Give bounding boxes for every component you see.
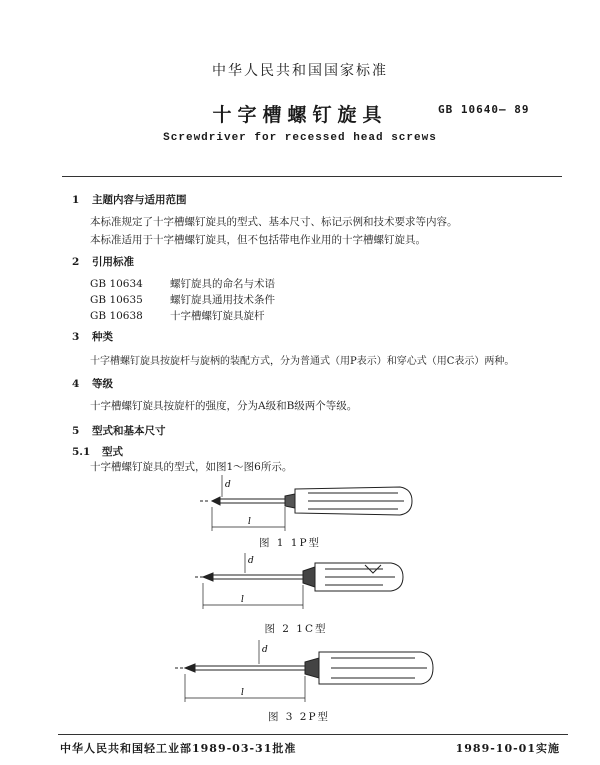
section-number: 4	[72, 378, 80, 390]
ferrule	[285, 494, 295, 508]
reference-code: GB 10635	[90, 294, 143, 306]
reference-item	[90, 292, 275, 307]
subsection-5-1-paragraph: 十字槽螺钉旋具的型式，如图1～图6所示。	[90, 461, 293, 473]
ferrule	[303, 567, 315, 587]
section-number: 3	[72, 331, 80, 343]
section-title: 主题内容与适用范围	[92, 194, 187, 206]
footer-divider	[58, 734, 568, 735]
screwdriver-tip	[203, 573, 213, 581]
figure-2-drawing	[195, 553, 415, 613]
section-1-heading	[72, 192, 187, 207]
dimension-label-d: d	[248, 556, 254, 566]
dimension-label-l: l	[241, 595, 244, 605]
section-title: 引用标准	[92, 256, 134, 268]
section-number: 1	[72, 194, 80, 206]
document-title: 十字槽螺钉旋具	[212, 104, 388, 126]
section-3-heading	[72, 329, 113, 344]
reference-item	[90, 308, 265, 323]
section-number: 2	[72, 256, 80, 268]
section-5-heading	[72, 423, 166, 438]
subsection-5-1-heading	[72, 444, 123, 459]
section-4-heading	[72, 376, 113, 391]
figure-2-caption: 图 2 1C型	[264, 623, 328, 635]
reference-name: 十字槽螺钉旋具旋杆	[170, 310, 265, 322]
dimension-label-l: l	[241, 688, 244, 698]
reference-code: GB 10634	[90, 278, 143, 290]
section-title: 型式和基本尺寸	[92, 425, 166, 437]
figure-3-drawing	[175, 640, 440, 705]
screwdriver-tip	[185, 664, 195, 672]
section-title: 等级	[92, 378, 113, 390]
figure-3-caption: 图 3 2P型	[267, 711, 331, 723]
section-2-heading	[72, 254, 134, 269]
section-number: 5	[72, 425, 80, 437]
screwdriver-tip	[212, 497, 220, 505]
handle-flute	[331, 658, 427, 678]
reference-name: 螺钉旋具的命名与术语	[170, 278, 275, 290]
header-divider	[62, 176, 562, 177]
ferrule	[305, 658, 319, 678]
standard-code: GB 10640— 89	[438, 103, 530, 116]
reference-item	[90, 276, 275, 291]
section-3-paragraph: 十字槽螺钉旋具按旋杆与旋柄的装配方式，分为普通式（用P表示）和穿心式（用C表示）两种。	[90, 356, 515, 367]
subsection-title: 型式	[102, 446, 123, 458]
dimension-label-l: l	[248, 517, 251, 527]
handle-flute	[325, 569, 395, 585]
section-title: 种类	[92, 331, 113, 343]
reference-name: 螺钉旋具通用技术条件	[170, 294, 275, 306]
section-1-paragraph-1: 本标准规定了十字槽螺钉旋具的型式、基本尺寸、标记示例和技术要求等内容。	[90, 216, 458, 228]
reference-code: GB 10638	[90, 310, 143, 322]
figure-1-caption: 图 1 1P型	[258, 537, 322, 549]
approval-info: 中华人民共和国轻工业部1989-03-31批准	[60, 742, 297, 755]
figure-1-drawing	[200, 475, 420, 535]
subsection-number: 5.1	[72, 446, 91, 458]
implementation-date: 1989-10-01实施	[455, 742, 560, 755]
section-1-paragraph-2: 本标准适用于十字槽螺钉旋具，但不包括带电作业用的十字槽螺钉旋具。	[90, 234, 426, 246]
standard-organization: 中华人民共和国国家标准	[212, 63, 388, 79]
section-4-paragraph: 十字槽螺钉旋具按旋杆的强度，分为A级和B级两个等级。	[90, 400, 358, 412]
dimension-label-d: d	[225, 480, 231, 490]
dimension-label-d: d	[262, 645, 268, 655]
english-title: Screwdriver for recessed head screws	[163, 132, 437, 144]
